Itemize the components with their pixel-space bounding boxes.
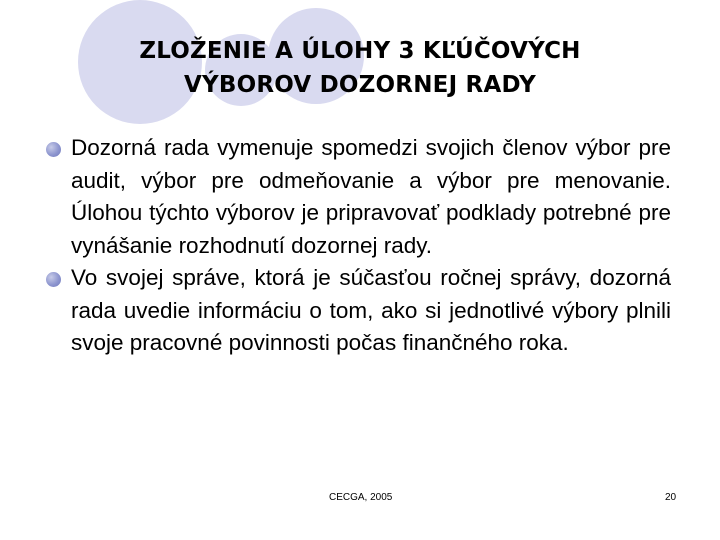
page-number: 20 [665, 492, 677, 503]
slide-title-line-2: VÝBOROV DOZORNEJ RADY [184, 72, 536, 98]
bullet-item [46, 262, 671, 360]
slide-title [60, 34, 660, 102]
footer-source: CECGA, 2005 [329, 492, 393, 503]
bullet-list [46, 132, 671, 360]
bullet-item [46, 132, 671, 262]
bullet-dot-icon [46, 142, 61, 157]
bullet-text: Vo svojej správe, ktorá je súčasťou ročnej správy, dozorná rada uvedie informáciu o tom, ako si jednotlivé výbory plnili svoje pracovné povinnosti počas finančného roka. [71, 265, 671, 355]
bullet-dot-icon [46, 272, 61, 287]
bullet-text: Dozorná rada vymenuje spomedzi svojich členov výbor pre audit, výbor pre odmeňovanie a výbor pre menovanie. Úlohou týchto výborov je pripravovať podklady potrebné pre vynášanie rozhodnutí dozornej rady. [71, 135, 671, 258]
slide-title-line-1: ZLOŽENIE A ÚLOHY 3 KĽÚČOVÝCH [139, 38, 581, 64]
